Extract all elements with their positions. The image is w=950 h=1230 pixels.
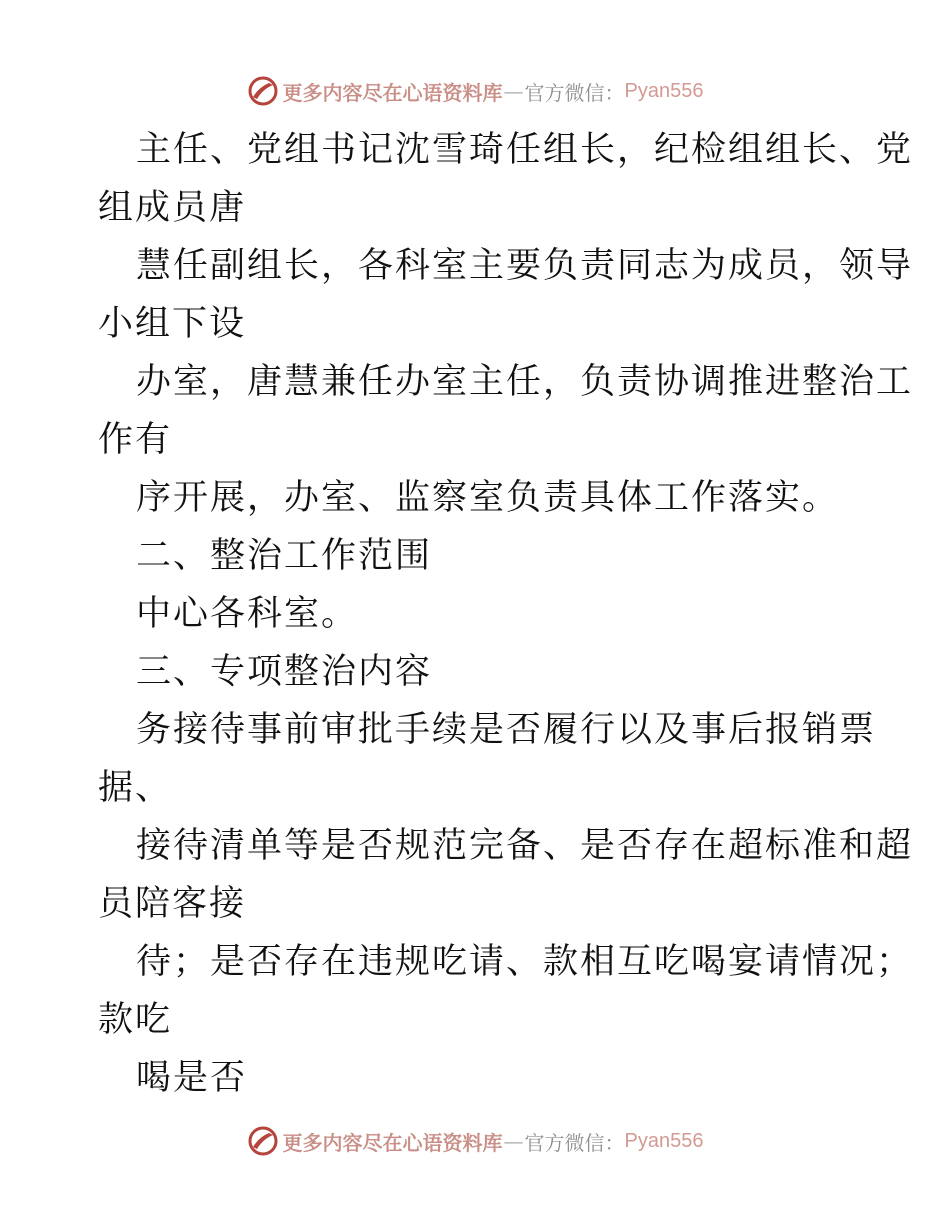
book-logo-icon — [247, 1125, 279, 1157]
body-line: 中心各科室。 — [136, 594, 359, 634]
header-banner — [0, 71, 950, 111]
banner-wechat-id: Pyan556 — [624, 1129, 704, 1152]
banner-separator: — — [503, 1129, 524, 1153]
body-line: 据、 — [98, 768, 173, 808]
body-line: 款吃 — [98, 1000, 173, 1040]
body-line: 组成员唐 — [98, 188, 247, 228]
body-line: 序开展，办室、监察室负责具体工作落实。 — [136, 478, 840, 518]
body-line: 小组下设 — [98, 304, 247, 344]
banner-slogan: 更多内容尽在心语资料库 — [282, 80, 503, 105]
book-logo-icon — [247, 75, 279, 107]
body-line: 待；是否存在违规吃请、款相互吃喝宴请情况； — [136, 942, 914, 982]
banner-wechat-label: 官方微信： — [524, 1130, 625, 1155]
body-line: 作有 — [98, 420, 173, 460]
banner-separator: — — [503, 79, 524, 103]
body-line: 办室，唐慧兼任办室主任，负责协调推进整治工 — [136, 362, 914, 402]
section-heading: 三、专项整治内容 — [136, 652, 433, 692]
body-line: 喝是否 — [136, 1058, 248, 1098]
banner-wechat-id: Pyan556 — [624, 79, 704, 102]
body-line: 员陪客接 — [98, 884, 247, 924]
body-line: 主任、党组书记沈雪琦任组长，纪检组组长、党 — [136, 130, 914, 170]
body-line: 慧任副组长，各科室主要负责同志为成员，领导 — [136, 246, 914, 286]
banner-wechat-label: 官方微信： — [524, 80, 625, 105]
banner-slogan: 更多内容尽在心语资料库 — [282, 1130, 503, 1155]
section-heading: 二、整治工作范围 — [136, 536, 433, 576]
document-body — [98, 121, 914, 1107]
body-line: 务接待事前审批手续是否履行以及事后报销票 — [136, 710, 877, 750]
body-line: 接待清单等是否规范完备、是否存在超标准和超 — [136, 826, 914, 866]
footer-banner — [0, 1121, 950, 1161]
